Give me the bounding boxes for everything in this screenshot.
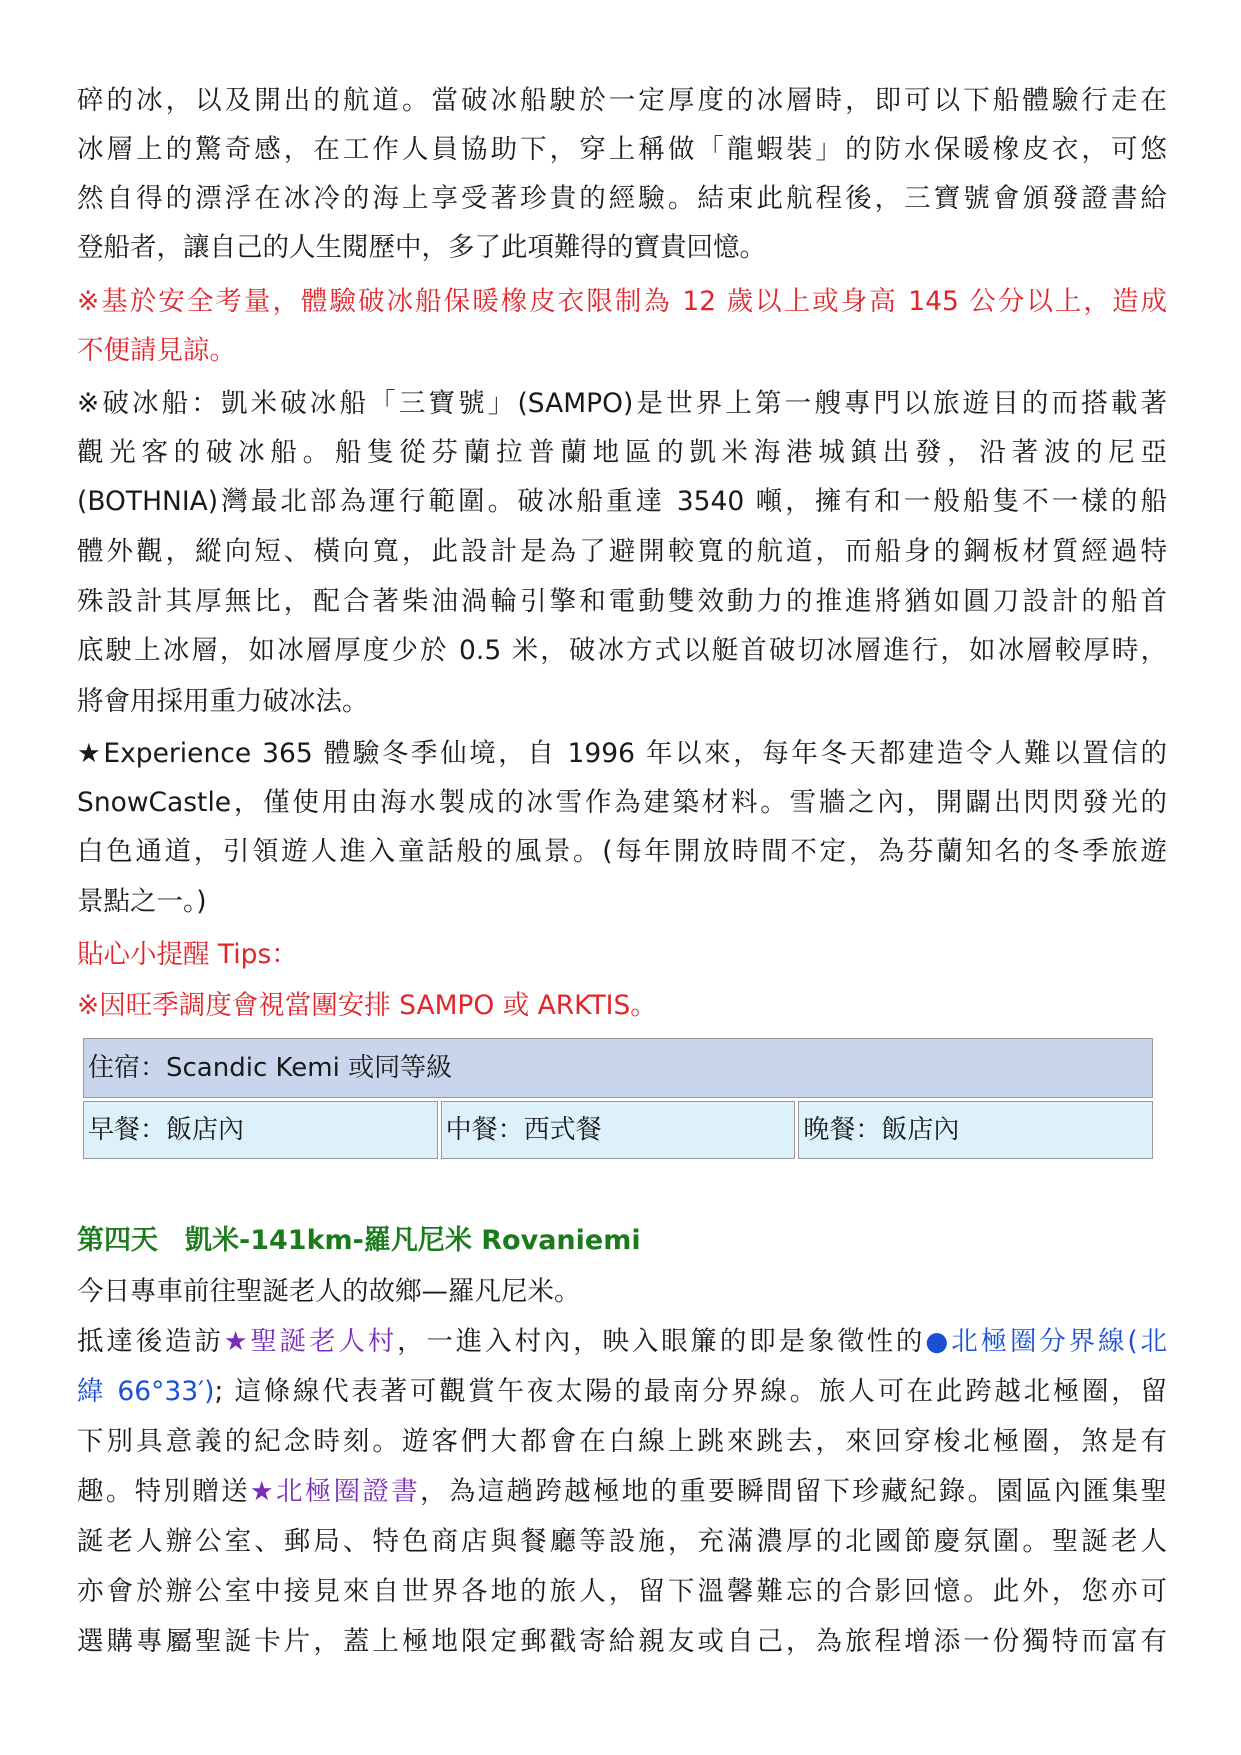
experience-line: ★Experience 365 體驗冬季仙境，自 1996 年以來，每年冬天都建造令人難以置信的 bbox=[77, 738, 1167, 769]
day-paragraph-line bbox=[77, 1474, 1167, 1510]
experience-line: 景點之一。) bbox=[77, 886, 207, 917]
lunch-cell: 中餐：西式餐 bbox=[441, 1101, 796, 1159]
day-intro: 今日專車前往聖誕老人的故鄉—羅凡尼米。 bbox=[77, 1276, 581, 1307]
safety-note-line: ※基於安全考量，體驗破冰船保暖橡皮衣限制為 12 歲以上或身高 145 公分以上，造成 bbox=[77, 286, 1167, 317]
icebreaker-line: 體外觀，縱向短、橫向寬，此設計是為了避開較寬的航道，而船身的鋼板材質經過特 bbox=[77, 536, 1167, 567]
text-segment: ，為這趟跨越極地的重要瞬間留下珍藏紀錄。園區內匯集聖 bbox=[420, 1476, 1167, 1507]
paragraph-line: 冰層上的驚奇感，在工作人員協助下，穿上稱做「龍蝦裝」的防水保暖橡皮衣，可悠 bbox=[77, 134, 1167, 165]
breakfast-cell: 早餐：飯店內 bbox=[83, 1101, 438, 1159]
day-paragraph-line: 亦會於辦公室中接見來自世界各地的旅人，留下溫馨難忘的合影回憶。此外，您亦可 bbox=[77, 1576, 1167, 1607]
experience-line: 白色通道，引領遊人進入童話般的風景。(每年開放時間不定，為芬蘭知名的冬季旅遊 bbox=[77, 836, 1167, 867]
tips-title: 貼心小提醒 Tips： bbox=[77, 939, 298, 970]
paragraph-line: 碎的冰，以及開出的航道。當破冰船駛於一定厚度的冰層時，即可以下船體驗行走在 bbox=[77, 85, 1167, 116]
icebreaker-line: 底駛上冰層，如冰層厚度少於 0.5 米，破冰方式以艇首破切冰層進行，如冰層較厚時， bbox=[77, 635, 1167, 666]
icebreaker-line: 觀光客的破冰船。船隻從芬蘭拉普蘭地區的凱米海港城鎮出發，沿著波的尼亞 bbox=[77, 437, 1167, 468]
day-paragraph-line: 選購專屬聖誕卡片，蓋上極地限定郵戳寄給親友或自己，為旅程增添一份獨特而富有 bbox=[77, 1626, 1167, 1657]
lodging-cell: 住宿：Scandic Kemi 或同等級 bbox=[83, 1038, 1153, 1098]
arctic-circle-line-link: 緯 66°33′) bbox=[77, 1376, 215, 1407]
day-paragraph-line: 下別具意義的紀念時刻。遊客們大都會在白線上跳來跳去，來回穿梭北極圈，煞是有 bbox=[77, 1426, 1167, 1457]
day-heading: 第四天 凱米-141km-羅凡尼米 Rovaniemi bbox=[77, 1225, 641, 1256]
meals-table bbox=[80, 1035, 1156, 1162]
paragraph-line: 登船者，讓自己的人生閱歷中，多了此項難得的寶貴回憶。 bbox=[77, 232, 766, 263]
arctic-circle-line-link: ●北極圈分界線(北 bbox=[925, 1326, 1167, 1357]
icebreaker-line: 殊設計其厚無比，配合著柴油渦輪引擎和電動雙效動力的推進將猶如圓刀設計的船首 bbox=[77, 586, 1167, 617]
day-paragraph-line bbox=[77, 1374, 1167, 1410]
text-segment: 抵達後造訪 bbox=[77, 1326, 224, 1357]
dinner-cell: 晚餐：飯店內 bbox=[798, 1101, 1153, 1159]
icebreaker-line: ※破冰船：凱米破冰船「三寶號」(SAMPO)是世界上第一艘專門以旅遊目的而搭載著 bbox=[77, 388, 1167, 419]
text-segment: ; 這條線代表著可觀賞午夜太陽的最南分界線。旅人可在此跨越北極圈，留 bbox=[214, 1376, 1167, 1407]
safety-note-line: 不便請見諒。 bbox=[77, 335, 236, 366]
tips-note: ※因旺季調度會視當團安排 SAMPO 或 ARKTIS。 bbox=[77, 990, 657, 1021]
text-segment: ，一進入村內，映入眼簾的即是象徵性的 bbox=[397, 1326, 926, 1357]
santa-village-link: ★聖誕老人村 bbox=[223, 1326, 398, 1357]
day-paragraph-line bbox=[77, 1324, 1167, 1360]
paragraph-line: 然自得的漂浮在冰冷的海上享受著珍貴的經驗。結束此航程後，三寶號會頒發證書給 bbox=[77, 183, 1167, 214]
text-segment: 趣。特別贈送 bbox=[77, 1476, 250, 1507]
icebreaker-line: 將會用採用重力破冰法。 bbox=[77, 686, 369, 717]
arctic-certificate-link: ★北極圈證書 bbox=[249, 1476, 421, 1507]
icebreaker-line: (BOTHNIA)灣最北部為運行範圍。破冰船重達 3540 噸，擁有和一般船隻不一樣的船 bbox=[77, 486, 1167, 517]
day-paragraph-line: 誕老人辦公室、郵局、特色商店與餐廳等設施，充滿濃厚的北國節慶氛圍。聖誕老人 bbox=[77, 1526, 1167, 1557]
experience-line: SnowCastle，僅使用由海水製成的冰雪作為建築材料。雪牆之內，開闢出閃閃發光的 bbox=[77, 787, 1167, 818]
